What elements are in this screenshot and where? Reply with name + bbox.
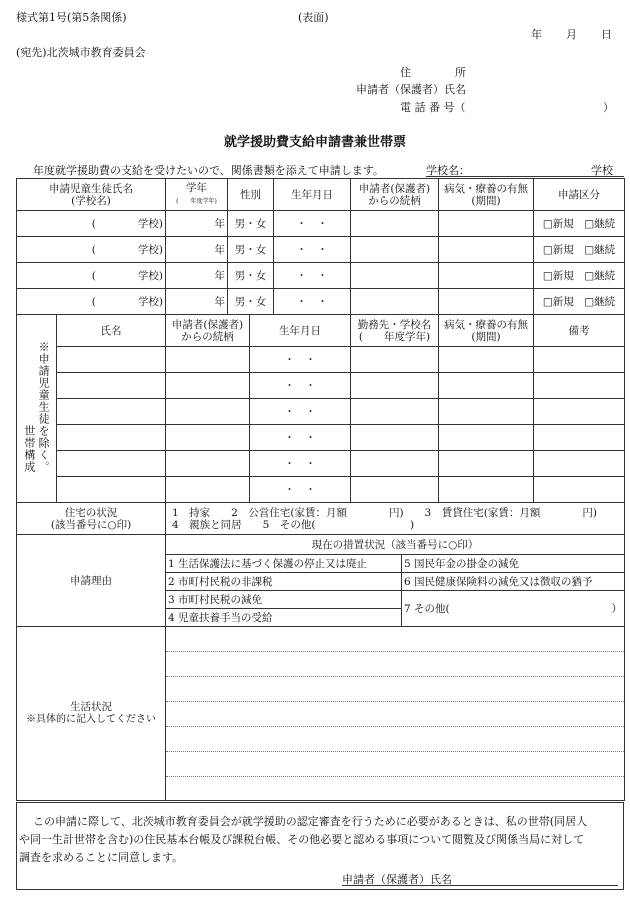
reason-item-5[interactable]: 5 国民年金の掛金の減免 [402,555,625,573]
student-table [16,178,625,315]
household-work-cell[interactable] [351,477,439,503]
phone-close: ） [603,101,614,114]
student-school-cell[interactable]: ( 学校) [17,263,166,289]
household-work-cell[interactable] [351,425,439,451]
table-row [17,451,625,477]
student-grade-cell[interactable]: 年 [166,237,228,263]
household-dob-cell[interactable]: ・ ・ [250,425,351,451]
household-notes-header: 備考 [534,315,625,347]
household-notes-cell[interactable] [534,399,625,425]
household-name-cell[interactable] [57,477,166,503]
consent-box [16,802,624,890]
student-grade-cell[interactable]: 年 [166,289,228,315]
household-relation-cell[interactable] [166,425,250,451]
student-illness-cell[interactable] [439,263,534,289]
student-category-cell[interactable]: □新規 □継続 [534,211,625,237]
household-name-cell[interactable] [57,425,166,451]
student-category-cell[interactable]: □新規 □継続 [534,289,625,315]
student-sex-cell[interactable]: 男・女 [228,211,274,237]
student-relation-cell[interactable] [351,237,439,263]
household-notes-cell[interactable] [534,373,625,399]
reason-item-4[interactable]: 4 児童扶養手当の受給 [166,609,402,627]
housing-options[interactable]: 1 持家 2 公営住宅(家賃：月額 円) 3 賃貸住宅(家賃：月額 円) 4 親族と同居 5 その他( ) [166,503,625,535]
household-notes-cell[interactable] [534,425,625,451]
student-illness-cell[interactable] [439,289,534,315]
household-relation-cell[interactable] [166,373,250,399]
household-work-cell[interactable] [351,347,439,373]
household-illness-cell[interactable] [439,477,534,503]
table-row [17,347,625,373]
household-name-cell[interactable] [57,373,166,399]
addressee: (宛先)北茨城市教育委員会 [16,46,146,59]
dob-header: 生年月日 [274,179,351,211]
household-name-cell[interactable] [57,347,166,373]
side-label: (表面) [298,11,329,24]
student-category-cell[interactable]: □新規 □継続 [534,263,625,289]
school-suffix: 学校 [591,164,613,177]
household-illness-cell[interactable] [439,373,534,399]
household-illness-cell[interactable] [439,347,534,373]
reason-status-header: 現在の措置状況（該当番号に○印） [166,535,625,555]
student-illness-cell[interactable] [439,211,534,237]
table-row [17,399,625,425]
illness-header: 病気・療養の有無 (期間) [439,179,534,211]
household-work-cell[interactable] [351,451,439,477]
household-work-cell[interactable] [351,399,439,425]
intro-text: 年度就学援助費の支給を受けたいので、関係書類を添えて申請します。 [33,164,384,177]
signature-line[interactable] [342,885,618,886]
relation-header: 申請者(保護者) からの続柄 [351,179,439,211]
student-grade-cell[interactable]: 年 [166,263,228,289]
table-row [17,425,625,451]
phone-label: 電 話 番 号（ [400,101,466,114]
household-illness-header: 病気・療養の有無 (期間) [439,315,534,347]
household-dob-cell[interactable]: ・ ・ [250,451,351,477]
living-label: 生活状況 ※具体的に記入してください [17,627,166,801]
household-notes-cell[interactable] [534,451,625,477]
date-day-label: 日 [601,28,612,41]
address-label: 住 所 [400,66,466,79]
grade-header: 学年 ( 年度学年) [166,179,228,211]
student-sex-cell[interactable]: 男・女 [228,263,274,289]
student-category-cell[interactable]: □新規 □継続 [534,237,625,263]
school-underline [426,176,624,177]
sex-header: 性別 [228,179,274,211]
housing-label: 住宅の状況 (該当番号に○印) [17,503,166,535]
household-dob-cell[interactable]: ・ ・ [250,399,351,425]
student-relation-cell[interactable] [351,263,439,289]
reason-item-7[interactable]: 7 その他( ） [402,591,625,627]
household-relation-cell[interactable] [166,477,250,503]
student-dob-cell[interactable]: ・ ・ [274,211,351,237]
student-school-cell[interactable]: ( 学校) [17,211,166,237]
reason-item-1[interactable]: 1 生活保護法に基づく保護の停止又は廃止 [166,555,402,573]
student-sex-cell[interactable]: 男・女 [228,289,274,315]
household-notes-cell[interactable] [534,477,625,503]
student-relation-cell[interactable] [351,289,439,315]
table-row [17,263,625,289]
household-name-cell[interactable] [57,399,166,425]
student-grade-cell[interactable]: 年 [166,211,228,237]
household-side-note: ※申請児童生徒を除く。 [37,341,51,473]
reason-item-3[interactable]: 3 市町村民税の減免 [166,591,402,609]
household-notes-cell[interactable] [534,347,625,373]
student-relation-cell[interactable] [351,211,439,237]
household-side-label: 世帯構成 [22,425,36,473]
household-dob-cell[interactable]: ・ ・ [250,477,351,503]
table-row [17,477,625,503]
household-dob-cell[interactable]: ・ ・ [250,347,351,373]
table-row [17,211,625,237]
school-label: 学校名： [426,164,470,177]
household-work-header: 勤務先・学校名 ( 年度学年) [351,315,439,347]
household-relation-cell[interactable] [166,399,250,425]
reason-item-2[interactable]: 2 市町村民税の非課税 [166,573,402,591]
student-name-header: 申請児童生徒氏名 (学校名) [17,179,166,211]
student-sex-cell[interactable]: 男・女 [228,237,274,263]
consent-text-3: 調査を求めることに同意します。 [19,851,184,864]
table-row [17,237,625,263]
date-month-label: 月 [566,28,577,41]
signature-label: 申請者（保護者）氏名 [342,873,452,886]
date-year-label: 年 [531,28,542,41]
household-illness-cell[interactable] [439,399,534,425]
table-row [17,289,625,315]
household-table [16,314,625,503]
reason-label: 申請理由 [17,535,166,627]
student-dob-cell[interactable]: ・ ・ [274,289,351,315]
household-relation-header: 申請者(保護者) からの続柄 [166,315,250,347]
category-header: 申請区分 [534,179,625,211]
applicant-name-label: 申請者（保護者）氏名 [356,83,466,96]
student-dob-cell[interactable]: ・ ・ [274,263,351,289]
living-lines[interactable] [166,627,625,801]
lower-table [16,502,625,801]
student-school-cell[interactable]: ( 学校) [17,237,166,263]
consent-text-2: や同一生計世帯を含む)の住民基本台帳及び課税台帳、その他必要と認める事項について閲覧及び関係当局に対して [19,833,585,846]
household-name-header: 氏名 [57,315,166,347]
household-side-cell [17,315,57,503]
household-relation-cell[interactable] [166,347,250,373]
reason-item-6[interactable]: 6 国民健康保険料の減免又は徴収の猶予 [402,573,625,591]
household-relation-cell[interactable] [166,451,250,477]
student-illness-cell[interactable] [439,237,534,263]
student-dob-cell[interactable]: ・ ・ [274,237,351,263]
household-dob-cell[interactable]: ・ ・ [250,373,351,399]
household-illness-cell[interactable] [439,425,534,451]
household-name-cell[interactable] [57,451,166,477]
student-school-cell[interactable]: ( 学校) [17,289,166,315]
household-dob-header: 生年月日 [250,315,351,347]
consent-text-1: この申請に際して、北茨城市教育委員会が就学援助の認定審査を行うために必要があるときは、私の世帯(同居人 [33,815,588,828]
page-title: 就学援助費支給申請書兼世帯票 [223,135,406,150]
form-number: 様式第1号(第5条関係) [16,11,127,24]
table-row [17,373,625,399]
household-illness-cell[interactable] [439,451,534,477]
household-work-cell[interactable] [351,373,439,399]
